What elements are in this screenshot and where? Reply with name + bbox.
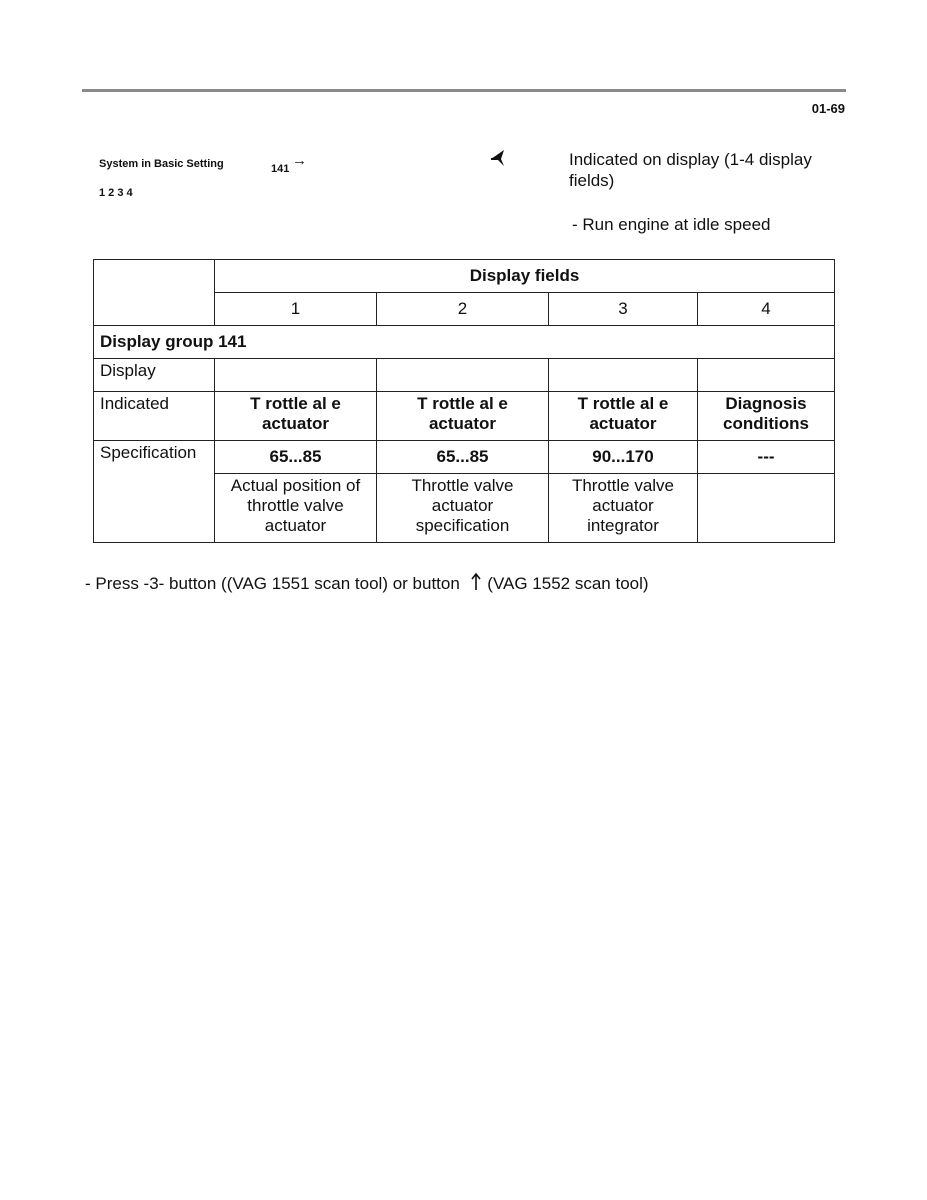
display-title: System in Basic Setting bbox=[99, 158, 224, 170]
column-number-2: 2 bbox=[377, 293, 549, 326]
press-button-text: - Press -3- button ((VAG 1551 scan tool) or button bbox=[85, 574, 460, 593]
press-button-step bbox=[85, 572, 649, 594]
display-fields-header: Display fields bbox=[215, 260, 835, 293]
indicated-row-label: Indicated bbox=[94, 392, 215, 441]
pointer-arrow-icon bbox=[488, 148, 508, 168]
display-group-table bbox=[93, 259, 835, 543]
table-row bbox=[94, 359, 835, 392]
indicated-note: Indicated on display (1-4 display fields) bbox=[569, 150, 812, 190]
column-number-3: 3 bbox=[549, 293, 698, 326]
empty-corner-cell bbox=[94, 260, 215, 326]
indicated-cell-3: T rottle al e actuator bbox=[549, 392, 698, 441]
specification-cell-2: 65...85 bbox=[377, 441, 549, 474]
display-cell-1 bbox=[215, 359, 377, 392]
specification-cell-3: 90...170 bbox=[549, 441, 698, 474]
right-arrow-icon: → bbox=[292, 152, 307, 169]
scan-tool-text: (VAG 1552 scan tool) bbox=[487, 574, 649, 593]
table-row bbox=[94, 441, 835, 474]
specification-cell-1: 65...85 bbox=[215, 441, 377, 474]
page-number: 01-69 bbox=[811, 101, 845, 116]
description-cell-3: Throttle valve actuator integrator bbox=[549, 474, 698, 543]
indicated-cell-4: Diagnosis conditions bbox=[698, 392, 835, 441]
display-group-label: Display group 141 bbox=[94, 326, 835, 359]
display-group-number: 141 bbox=[271, 163, 290, 175]
indicated-cell-1: T rottle al e actuator bbox=[215, 392, 377, 441]
indicated-cell-2: T rottle al e actuator bbox=[377, 392, 549, 441]
top-rule bbox=[82, 89, 846, 92]
description-cell-2: Throttle valve actuator specification bbox=[377, 474, 549, 543]
table-row bbox=[94, 326, 835, 359]
table-row bbox=[94, 260, 835, 293]
description-cell-4 bbox=[698, 474, 835, 543]
column-number-4: 4 bbox=[698, 293, 835, 326]
description-cell-1: Actual position of throttle valve actuator bbox=[215, 474, 377, 543]
specification-cell-4: --- bbox=[698, 441, 835, 474]
display-fields-line: 1 2 3 4 bbox=[99, 187, 133, 199]
table-row bbox=[94, 392, 835, 441]
up-arrow-icon bbox=[469, 572, 483, 592]
display-cell-2 bbox=[377, 359, 549, 392]
run-engine-step: - Run engine at idle speed bbox=[572, 215, 771, 234]
display-row-label: Display bbox=[94, 359, 215, 392]
display-cell-4 bbox=[698, 359, 835, 392]
specification-row-label: Specification bbox=[94, 441, 215, 543]
column-number-1: 1 bbox=[215, 293, 377, 326]
display-cell-3 bbox=[549, 359, 698, 392]
